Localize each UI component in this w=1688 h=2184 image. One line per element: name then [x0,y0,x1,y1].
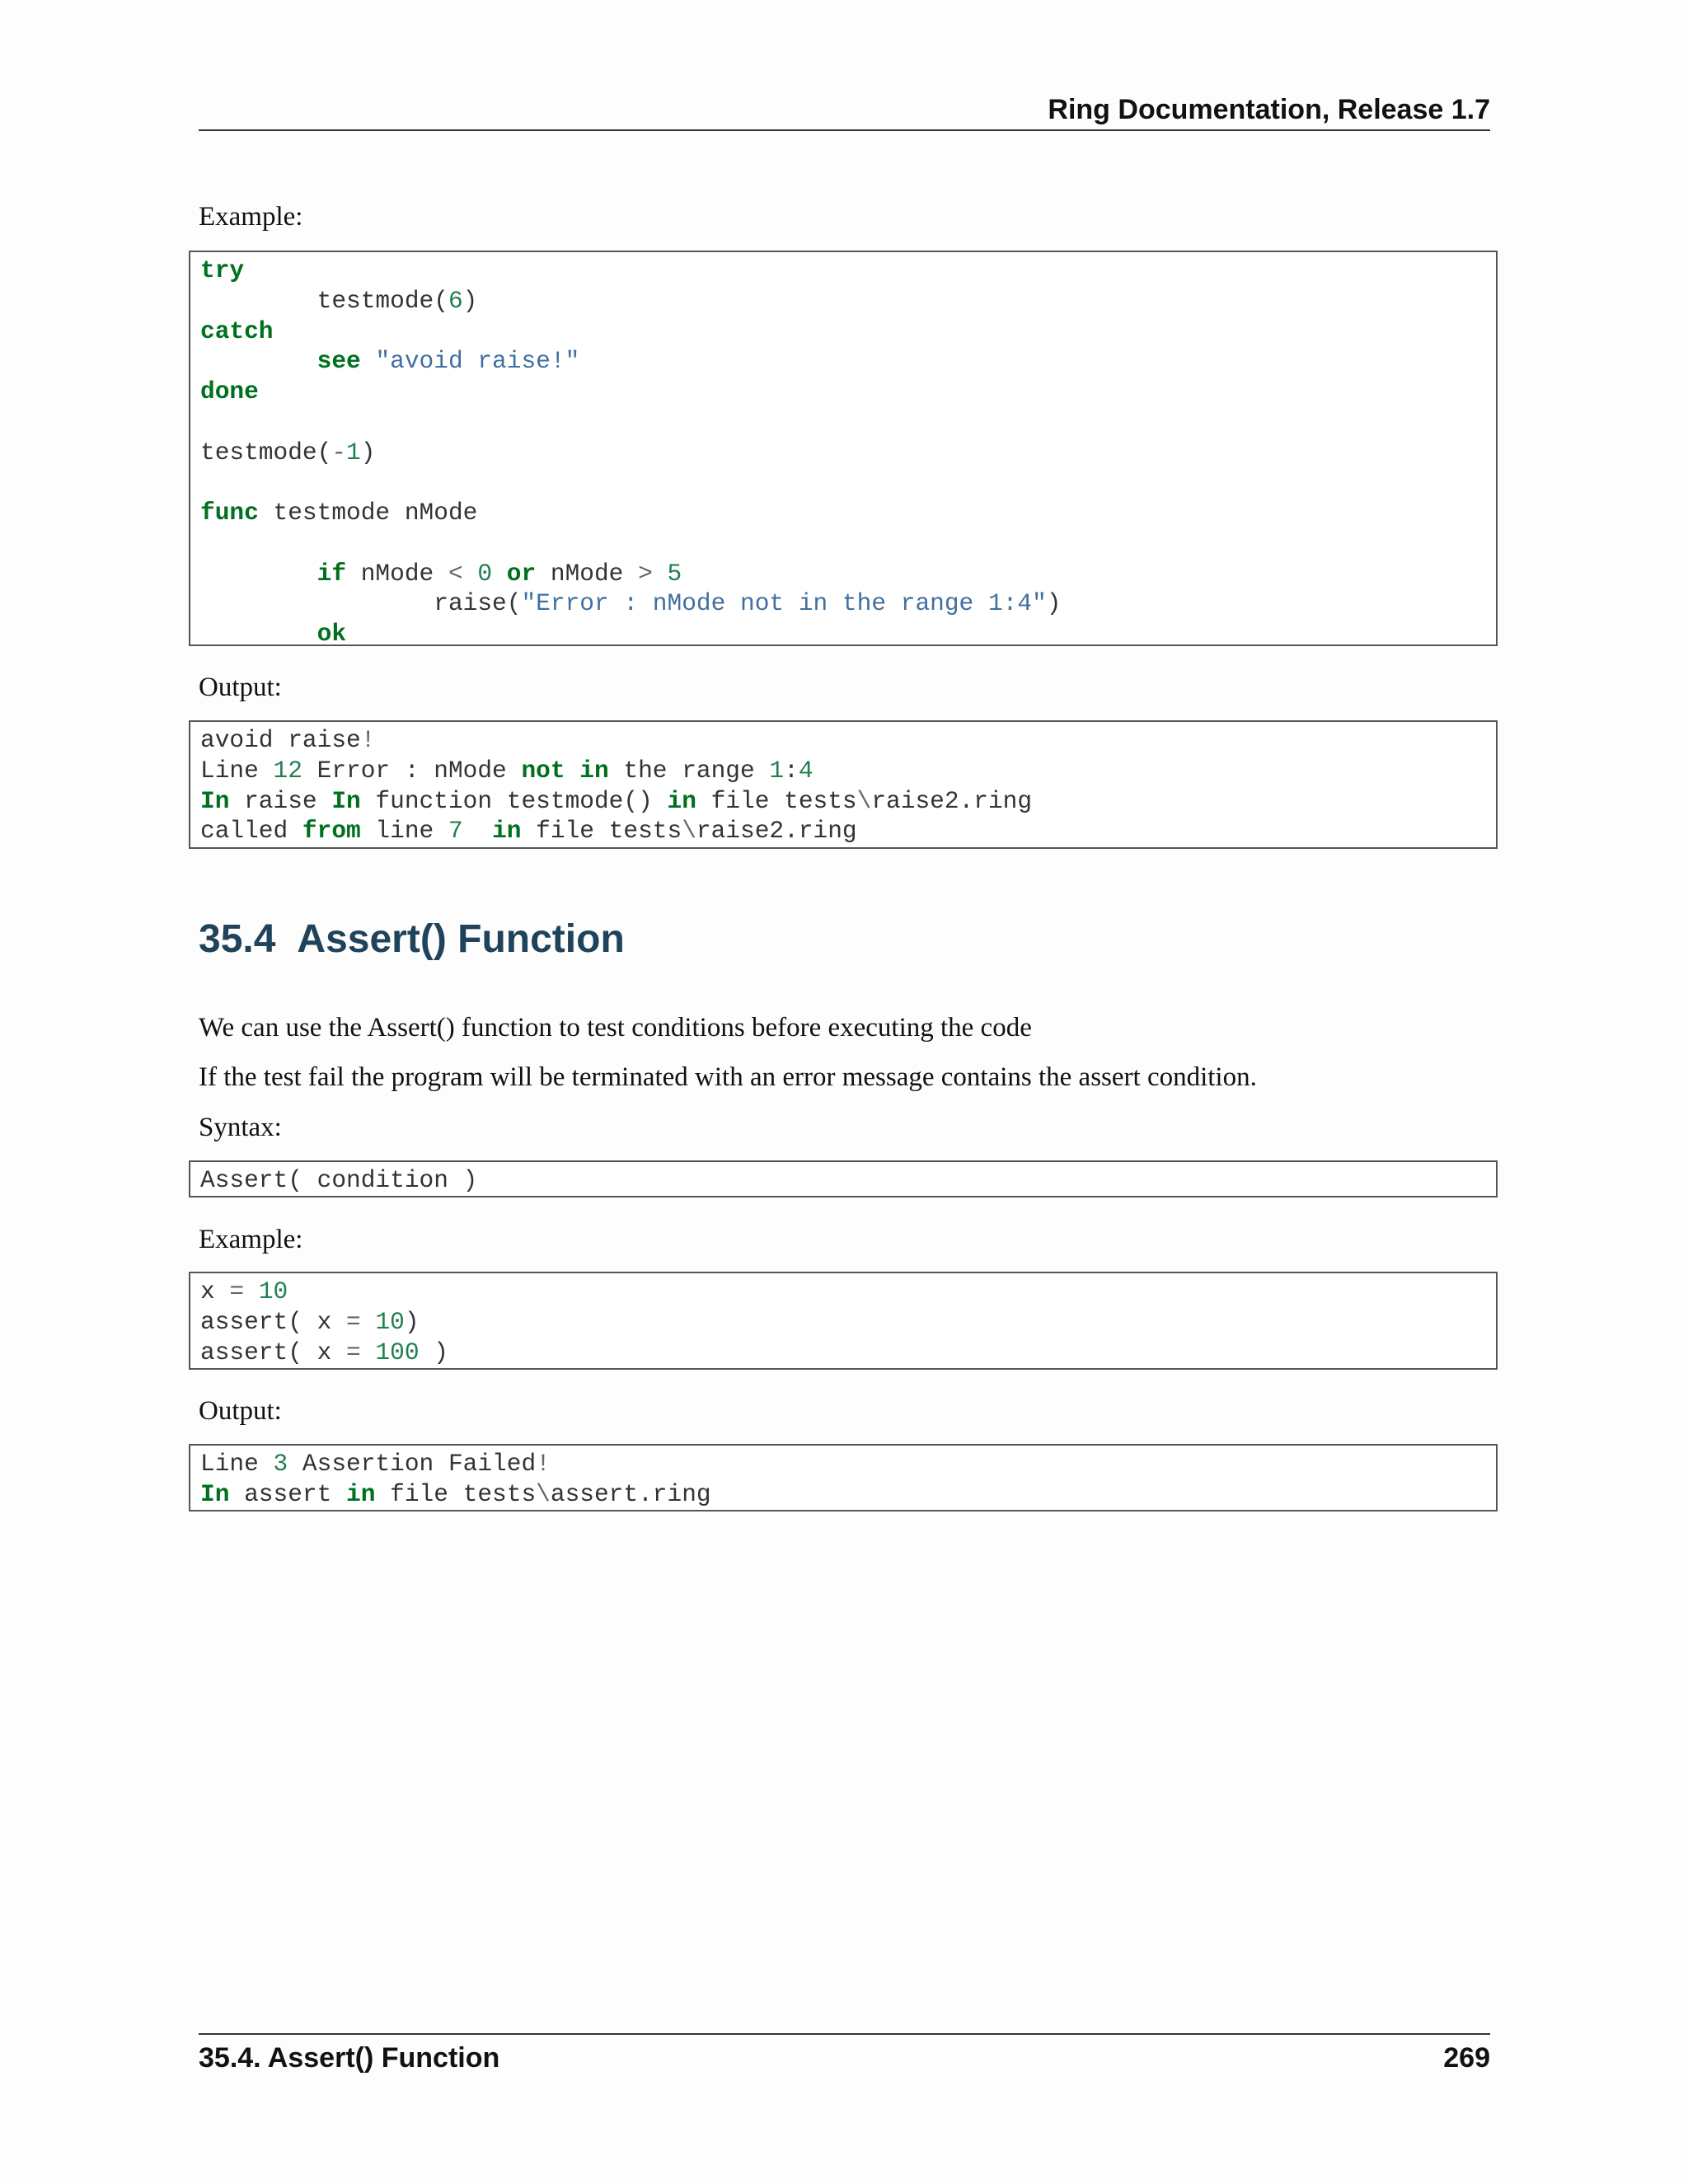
code-text: x [200,1277,230,1305]
code-keyword: catch [200,316,274,345]
code-text: assert [229,1479,347,1508]
code-line [200,1338,1496,1368]
code-line [200,498,1496,528]
paragraph-termination: If the test fail the program will be terminated with an error message contains the assert condition. [199,1062,1257,1092]
code-keyword: see [316,347,361,376]
output-label: Output: [199,673,282,702]
code-text: testmode( [200,438,332,466]
page-number: 269 [1443,2042,1490,2074]
code-operator: \ [536,1479,551,1508]
code-block-output-raise [189,720,1498,849]
section-heading [199,916,625,962]
code-text [200,560,317,588]
header-rule [199,129,1490,131]
running-header-title: Ring Documentation, Release 1.7 [1048,94,1490,125]
code-operator: > [638,559,653,588]
code-number: 10 [258,1277,288,1305]
code-number: 0 [477,559,493,588]
code-keyword: if [316,559,347,588]
code-text: ) [360,438,376,466]
code-keyword: not [521,756,565,785]
code-number: 12 [273,756,302,785]
code-line [200,1165,1496,1196]
code-line [200,588,1496,619]
code-text [200,347,317,375]
syntax-label: Syntax: [199,1113,282,1142]
code-line [200,559,1496,589]
code-text: raise [229,786,332,815]
code-text: assert( x [200,1307,347,1336]
code-keyword: or [506,559,537,588]
example-label: Example: [199,202,303,232]
code-block-output-assert [189,1444,1498,1511]
code-keyword: in [579,756,609,785]
code-text: called [200,817,302,846]
code-keyword: ok [316,620,347,646]
code-line [200,316,1496,347]
code-number: 1 [346,438,361,466]
code-text: testmode nMode [258,499,478,527]
code-text: line [360,817,448,846]
code-keyword: done [200,377,259,405]
code-text [361,1308,376,1336]
code-text: ) [404,1307,420,1336]
code-text: Line [200,756,274,785]
code-number: 100 [375,1338,420,1366]
code-line [200,438,1496,468]
code-text: avoid raise [200,726,361,754]
code-line [200,816,1496,846]
code-number: 5 [667,559,682,588]
code-keyword: In [331,786,361,815]
code-keyword: func [200,499,259,527]
code-text: ) [462,286,478,315]
code-text: Assert( condition ) [200,1166,478,1194]
code-operator: = [346,1338,361,1366]
code-line [200,1449,1496,1479]
code-text: assert.ring [550,1479,711,1508]
code-text: raise( [200,589,522,618]
code-text: : [784,756,799,785]
code-keyword: in [667,786,696,815]
code-text [361,1338,376,1366]
code-keyword: In [200,1479,230,1508]
code-line [200,619,1496,646]
code-operator: < [448,559,463,588]
code-text: raise2.ring [696,817,857,846]
code-text [565,757,580,785]
code-keyword: In [200,786,230,815]
code-text: testmode( [200,286,448,315]
code-block-syntax [189,1160,1498,1197]
code-text [653,560,668,588]
code-text: ) [419,1338,448,1366]
section-number: 35.4 [199,917,276,961]
code-keyword: in [492,817,522,846]
code-number: 6 [448,286,463,315]
code-line [200,467,1496,498]
code-line [200,377,1496,407]
code-string: "Error : nMode not in the range 1:4" [521,589,1047,618]
code-text: Error : nMode [302,756,522,785]
code-text [463,817,492,845]
code-operator: \ [682,817,696,846]
code-text: nMode [346,559,448,588]
output-label-assert: Output: [199,1396,282,1426]
code-number: 3 [273,1450,288,1478]
code-text: the range [608,756,770,785]
code-text [463,560,478,588]
code-line [200,786,1496,817]
example-label-assert: Example: [199,1225,303,1254]
code-text [361,347,376,375]
code-line [200,1307,1496,1338]
code-line [200,1479,1496,1510]
code-line [200,286,1496,316]
code-text: Assertion Failed [288,1450,537,1478]
code-string: "avoid raise!" [375,347,580,376]
code-block-example-raise [189,251,1498,646]
code-line [200,346,1496,377]
code-keyword: from [302,817,361,846]
code-text: ) [1046,589,1062,618]
code-keyword: in [346,1479,376,1508]
code-operator: ! [360,726,376,754]
code-block-example-assert [189,1272,1498,1370]
section-title: Assert() Function [297,917,625,961]
code-text: Line [200,1450,274,1478]
code-text: assert( x [200,1338,347,1366]
code-text: file tests [696,786,857,815]
paragraph-intro: We can use the Assert() function to test conditions before executing the code [199,1013,1032,1043]
footer-section-title: 35.4. Assert() Function [199,2042,500,2074]
code-keyword: try [200,256,245,284]
code-line [200,255,1496,286]
code-line [200,725,1496,756]
code-text: file tests [375,1479,537,1508]
code-text: function testmode() [360,786,668,815]
code-number: 7 [448,817,463,846]
code-line [200,407,1496,438]
code-line [200,1277,1496,1307]
code-text [244,1277,259,1305]
code-text: nMode [536,559,639,588]
code-operator: ! [536,1450,551,1478]
code-text [200,620,317,646]
code-operator: = [229,1277,245,1305]
code-text [492,560,507,588]
code-number: 1 [769,756,785,785]
code-line [200,756,1496,786]
code-number: 4 [798,756,814,785]
code-number: 10 [375,1307,405,1336]
code-text: file tests [521,817,682,846]
code-text: raise2.ring [871,786,1033,815]
code-operator: = [346,1307,361,1336]
code-line [200,528,1496,559]
code-operator: - [331,438,347,466]
code-operator: \ [856,786,872,815]
footer-rule [199,2033,1490,2035]
